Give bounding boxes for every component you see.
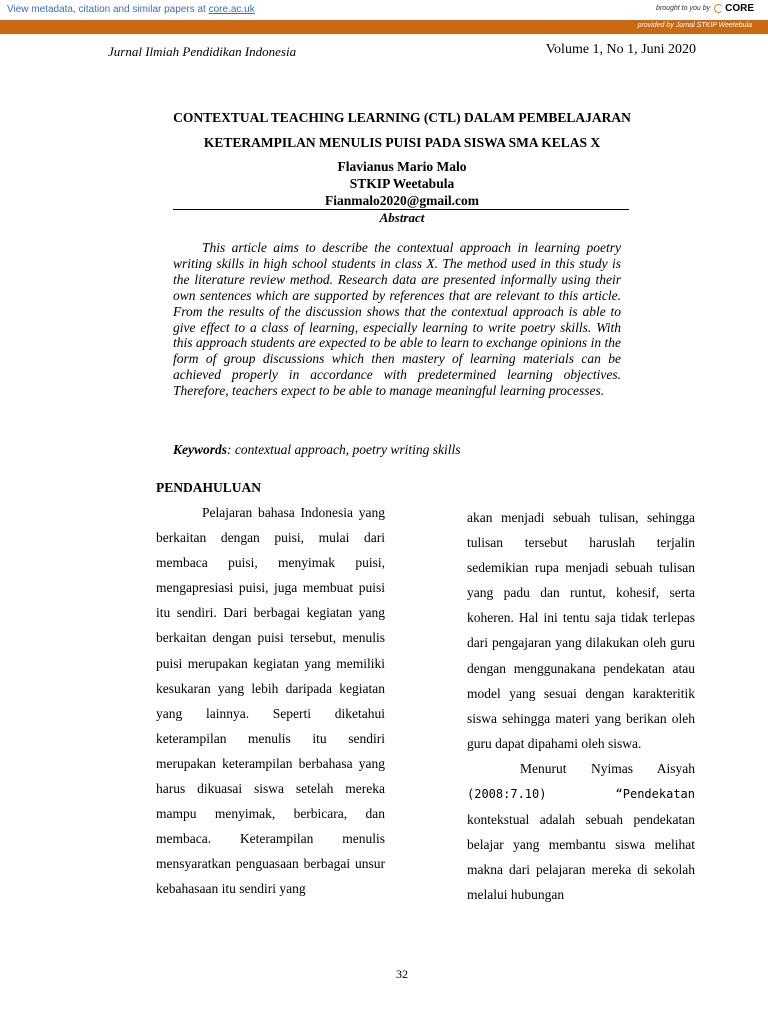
paper-title-line-2: KETERAMPILAN MENULIS PUISI PADA SISWA SMA KELAS X — [203, 135, 601, 150]
paper-title-line-1: CONTEXTUAL TEACHING LEARNING (CTL) DALAM PEMBELAJARAN — [173, 110, 631, 125]
right-column — [467, 505, 695, 908]
abstract-heading: Abstract — [379, 210, 425, 225]
author-name: Flavianus Mario Malo — [337, 159, 467, 174]
core-logo-icon — [713, 3, 722, 14]
provided-by-bar — [0, 20, 768, 34]
keywords-label: Keywords — [173, 442, 227, 457]
keywords-text: : contextual approach, poetry writing skills — [227, 442, 461, 457]
left-paragraph: Pelajaran bahasa Indonesia yang berkaitan dengan puisi, mulai dari membaca puisi, menyimak puisi, mengapresiasi puisi, juga membuat puisi itu sendiri. Dari berbagai kegiatan yang berkaitan dengan puisi tersebut, menulis puisi merupakan kegiatan yang memiliki kesukaran yang lebih daripada kegiatan yang lainnya. Seperti diketahui keterampilan menulis itu sendiri merupakan keterampilan berbahasa yang harus dikuasai siswa setelah mereka mampu menyimak, berbicara, dan membaca. Keterampilan menulis mensyaratkan penguasaan berbagai unsur kebahasaan itu sendiri yang — [156, 505, 385, 897]
journal-name: Jurnal Ilmiah Pendidikan Indonesia — [108, 44, 297, 59]
brought-to-you-text: brought to you by — [656, 5, 711, 12]
left-column — [156, 500, 385, 902]
citation-text: kontekstual adalah sebuah pendekatan belajar yang membantu siswa melihat makna dari pelajaran mereka di sekolah melalui hubungan — [467, 812, 695, 903]
page-number: 32 — [396, 967, 408, 981]
author-institution: STKIP Weetabula — [349, 176, 455, 191]
provided-by-text[interactable]: provided by Jurnal STKIP Weetebula — [637, 22, 752, 29]
volume-info: Volume 1, No 1, Juni 2020 — [545, 42, 696, 57]
core-metadata-link[interactable]: View metadata, citation and similar papers at core.ac.uk — [7, 4, 255, 15]
right-paragraph-2 — [467, 756, 695, 908]
core-ac-uk-link[interactable]: core.ac.uk — [208, 4, 255, 15]
right-paragraph-1: akan menjadi sebuah tulisan, sehingga tulisan tersebut haruslah terjalin sedemikian rupa menjadi sebuah tulisan yang padu dan runtut, kohesif, serta koheren. Hal ini tentu saja tidak terlepas dari pengajaran yang dilakukan oleh guru dengan menggunakana pendekatan atau model yang sesuai dengan karakteritik siswa sehingga materi yang berikan oleh guru dapat dipahami oleh siswa. — [467, 510, 695, 751]
core-brand[interactable] — [656, 3, 754, 14]
core-banner — [0, 0, 768, 21]
abstract-body — [173, 240, 621, 399]
author-email: Fianmalo2020@gmail.com — [325, 193, 479, 208]
citation-intro: Menurut Nyimas Aisyah — [520, 760, 695, 776]
core-logo-text: CORE — [725, 3, 754, 14]
section-heading: PENDAHULUAN — [156, 480, 262, 495]
citation-reference: (2008:7.10) “Pendekatan — [467, 787, 695, 802]
keywords-line — [173, 442, 460, 458]
abstract-text: This article aims to describe the contextual approach in learning poetry writing skills in high school students in class X. The method used in this study is the literature review method. Research data are presented informally using their own sentences which are supported by references that are relevant to this article. From the results of the discussion shows that the contextual approach is able to give effect to a class of learning, especially learning to write poetry skills. With this approach students are expected to be able to learn to exchange opinions in the form of group discussions which then mastery of learning materials can be achieved properly in accordance with predetermined learning objectives. Therefore, teachers expect to be able to manage meaningful learning processes. — [173, 240, 621, 399]
